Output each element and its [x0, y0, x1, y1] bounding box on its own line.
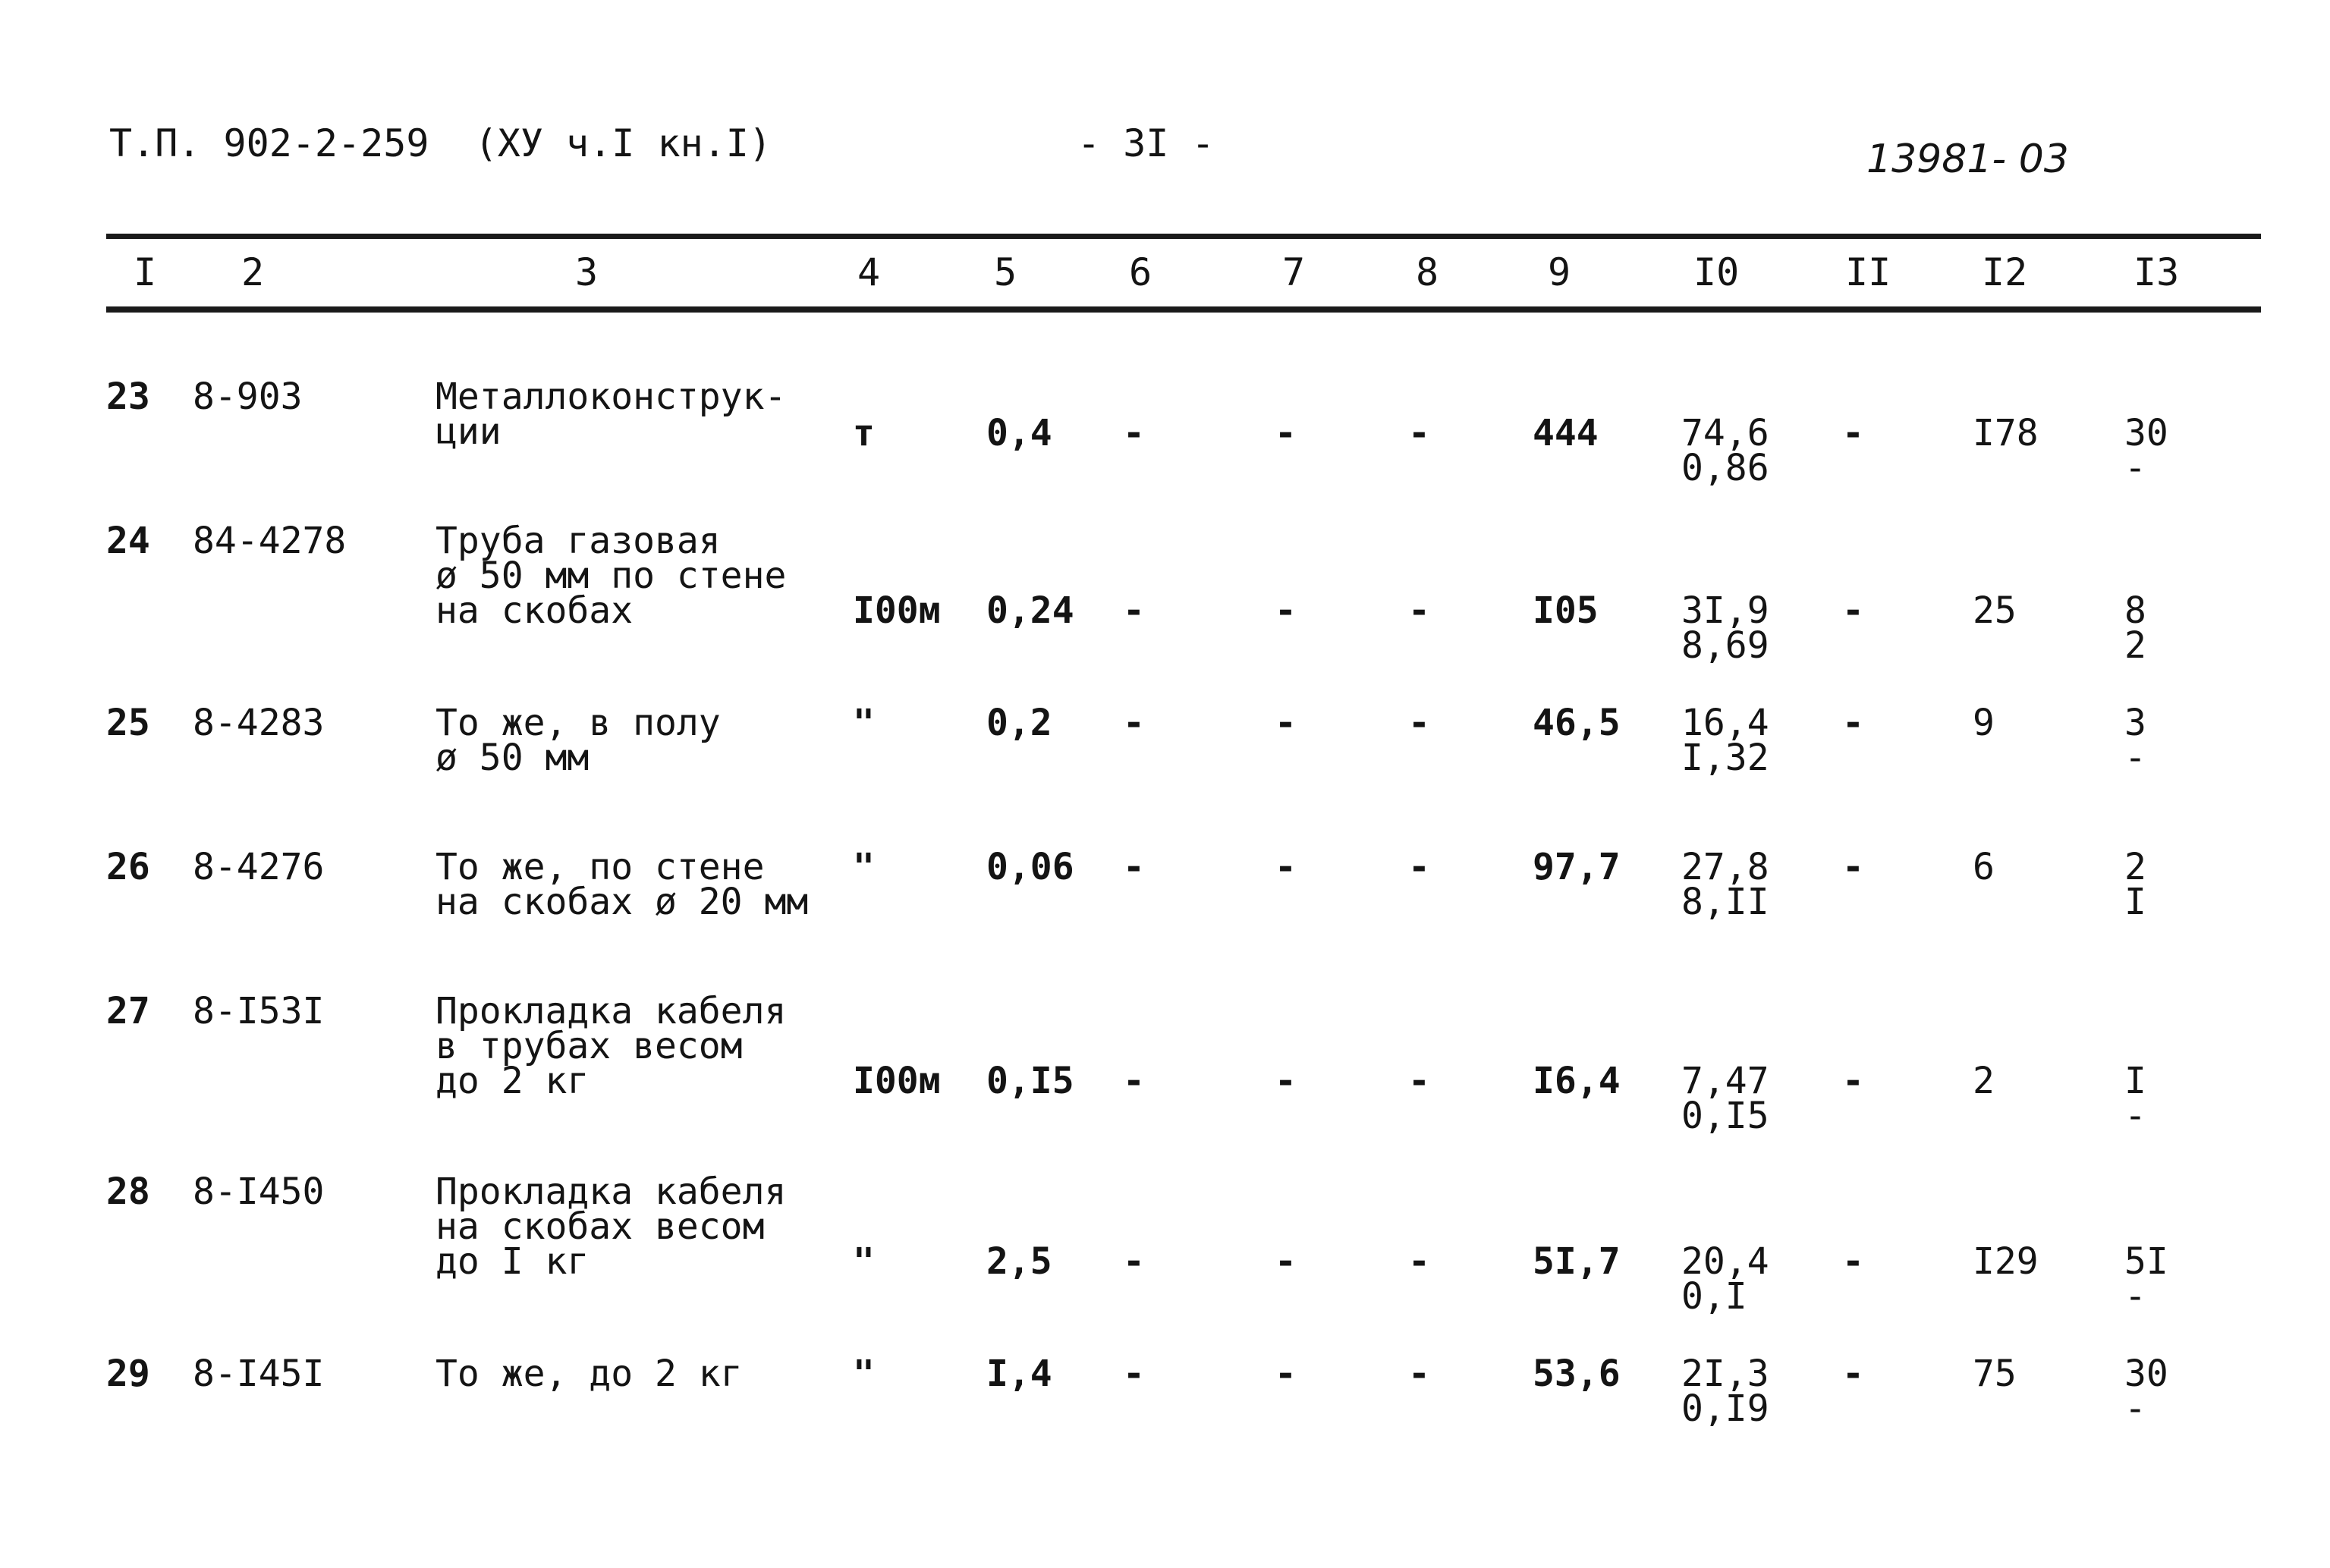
table-header-rule [106, 306, 2261, 313]
col-9-value: 97,7 [1533, 846, 1621, 888]
rate-code: 8-4276 [193, 846, 325, 888]
unit: I00м [853, 589, 941, 632]
col-7-value: - [1275, 589, 1297, 632]
work-description: То же, до 2 кг [435, 1353, 743, 1395]
rate-code: 8-I450 [193, 1171, 325, 1213]
col-8-value: - [1408, 702, 1430, 744]
column-header: I0 [1693, 250, 1740, 294]
quantity: 0,4 [986, 412, 1052, 454]
col-9-value: I6,4 [1533, 1060, 1621, 1102]
col-12-value: 2 [1973, 1060, 1995, 1102]
work-description: То же, в полу ø 50 мм [435, 702, 721, 779]
column-header: 8 [1416, 250, 1439, 294]
column-header: 5 [994, 250, 1017, 294]
col-6-value: - [1123, 589, 1145, 632]
column-header: I [134, 250, 157, 294]
col-11-value: - [1842, 1060, 1864, 1102]
col-9-value: 444 [1533, 412, 1599, 454]
col-6-value: - [1123, 1240, 1145, 1283]
col-13-value: I - [2124, 1060, 2146, 1137]
col-13-value: 30 - [2124, 412, 2168, 489]
col-11-value: - [1842, 846, 1864, 888]
unit: I00м [853, 1060, 941, 1102]
col-13-value: 30 - [2124, 1353, 2168, 1430]
doc-number: 13981- 03 [1866, 137, 2069, 182]
col-10-value: 27,8 8,II [1681, 846, 1769, 923]
row-number: 24 [106, 520, 150, 562]
work-description: Труба газовая ø 50 мм по стене на скобах [435, 520, 787, 632]
col-7-value: - [1275, 412, 1297, 454]
col-8-value: - [1408, 846, 1430, 888]
col-11-value: - [1842, 1353, 1864, 1395]
col-9-value: 5I,7 [1533, 1240, 1621, 1283]
col-13-value: 8 2 [2124, 589, 2146, 667]
unit: т [853, 412, 875, 454]
col-7-value: - [1275, 1060, 1297, 1102]
col-13-value: 2 I [2124, 846, 2146, 923]
row-number: 23 [106, 376, 150, 418]
col-7-value: - [1275, 846, 1297, 888]
doc-header-left: Т.П. 902-2-259 (ХУ ч.I кн.I) [109, 121, 772, 165]
row-number: 26 [106, 846, 150, 888]
col-6-value: - [1123, 412, 1145, 454]
col-11-value: - [1842, 1240, 1864, 1283]
col-12-value: 25 [1973, 589, 2017, 632]
column-header: 7 [1282, 250, 1306, 294]
column-header: II [1845, 250, 1891, 294]
column-header: 2 [241, 250, 265, 294]
rate-code: 84-4278 [193, 520, 347, 562]
unit: " [853, 1353, 875, 1395]
column-header: I3 [2133, 250, 2180, 294]
col-8-value: - [1408, 412, 1430, 454]
quantity: 0,24 [986, 589, 1074, 632]
col-12-value: 6 [1973, 846, 1995, 888]
unit: " [853, 1240, 875, 1283]
col-8-value: - [1408, 1353, 1430, 1395]
column-header: 9 [1548, 250, 1571, 294]
rate-code: 8-I45I [193, 1353, 325, 1395]
col-6-value: - [1123, 1060, 1145, 1102]
work-description: То же, по стене на скобах ø 20 мм [435, 846, 809, 923]
work-description: Металлоконструк- ции [435, 376, 787, 453]
column-header: 3 [575, 250, 599, 294]
col-9-value: I05 [1533, 589, 1599, 632]
col-11-value: - [1842, 702, 1864, 744]
col-8-value: - [1408, 1060, 1430, 1102]
col-10-value: 74,6 0,86 [1681, 412, 1769, 489]
col-7-value: - [1275, 1240, 1297, 1283]
col-6-value: - [1123, 846, 1145, 888]
col-12-value: 9 [1973, 702, 1995, 744]
col-9-value: 46,5 [1533, 702, 1621, 744]
work-description: Прокладка кабеля в трубах весом до 2 кг [435, 990, 787, 1102]
col-9-value: 53,6 [1533, 1353, 1621, 1395]
col-12-value: I29 [1973, 1240, 2039, 1283]
work-description: Прокладка кабеля на скобах весом до I кг [435, 1171, 787, 1283]
col-10-value: 20,4 0,I [1681, 1240, 1769, 1318]
row-number: 25 [106, 702, 150, 744]
col-7-value: - [1275, 1353, 1297, 1395]
col-8-value: - [1408, 1240, 1430, 1283]
col-10-value: 16,4 I,32 [1681, 702, 1769, 779]
page-number: - 3I - [1077, 121, 1215, 165]
col-12-value: I78 [1973, 412, 2039, 454]
col-13-value: 3 - [2124, 702, 2146, 779]
col-10-value: 2I,3 0,I9 [1681, 1353, 1769, 1430]
column-header: I2 [1982, 250, 2028, 294]
rate-code: 8-903 [193, 376, 303, 418]
row-number: 27 [106, 990, 150, 1032]
quantity: 0,06 [986, 846, 1074, 888]
col-11-value: - [1842, 412, 1864, 454]
unit: " [853, 702, 875, 744]
quantity: I,4 [986, 1353, 1052, 1395]
row-number: 29 [106, 1353, 150, 1395]
col-10-value: 3I,9 8,69 [1681, 589, 1769, 667]
unit: " [853, 846, 875, 888]
col-13-value: 5I - [2124, 1240, 2168, 1318]
table-top-rule [106, 234, 2261, 239]
col-8-value: - [1408, 589, 1430, 632]
rate-code: 8-4283 [193, 702, 325, 744]
col-11-value: - [1842, 589, 1864, 632]
quantity: 0,I5 [986, 1060, 1074, 1102]
col-7-value: - [1275, 702, 1297, 744]
row-number: 28 [106, 1171, 150, 1213]
column-header: 6 [1129, 250, 1152, 294]
col-10-value: 7,47 0,I5 [1681, 1060, 1769, 1137]
quantity: 2,5 [986, 1240, 1052, 1283]
rate-code: 8-I53I [193, 990, 325, 1032]
col-6-value: - [1123, 1353, 1145, 1395]
column-header: 4 [857, 250, 881, 294]
col-6-value: - [1123, 702, 1145, 744]
col-12-value: 75 [1973, 1353, 2017, 1395]
quantity: 0,2 [986, 702, 1052, 744]
